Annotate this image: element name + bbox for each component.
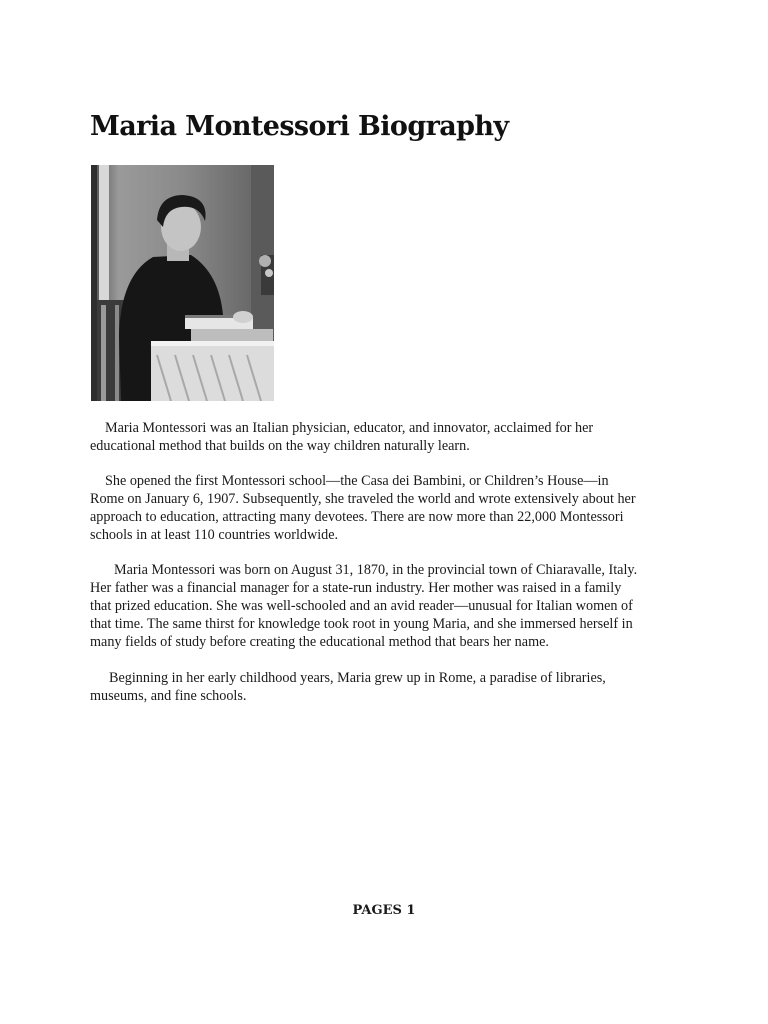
paragraph-line: She opened the first Montessori school—the Casa dei Bambini, or Children’s House—in [105,473,609,489]
paragraph-line: approach to education, attracting many devotees. There are now more than 22,000 Montessori [90,509,624,525]
paragraph-1 [90,419,680,455]
paragraph-4 [90,669,680,705]
paragraph-line: Maria Montessori was born on August 31, 1870, in the provincial town of Chiaravalle, Italy. [114,562,638,578]
paragraph-line: Rome on January 6, 1907. Subsequently, she traveled the world and wrote extensively about her [90,491,636,507]
paragraph-line: educational method that builds on the way children naturally learn. [90,438,470,454]
paragraph-line: Her father was a financial manager for a state-run industry. Her mother was raised in a family [90,580,622,596]
portrait-photo [91,165,274,401]
paragraph-line: schools in at least 110 countries worldwide. [90,527,339,543]
paragraph-line: museums, and fine schools. [90,688,247,704]
page-number: PAGES 1 [352,903,416,918]
paragraph-line: Beginning in her early childhood years, Maria grew up in Rome, a paradise of libraries, [109,670,606,686]
page-title: Maria Montessori Biography [90,111,509,142]
paragraph-2 [90,472,680,544]
paragraph-line: Maria Montessori was an Italian physician, educator, and innovator, acclaimed for her [105,420,594,436]
paragraph-line: many fields of study before creating the educational method that bears her name. [90,634,549,650]
paragraph-3 [90,561,680,651]
paragraph-line: that prized education. She was well-schooled and an avid reader—unusual for Italian women of [90,598,633,614]
paragraph-line: that time. The same thirst for knowledge took root in young Maria, and she immersed herself in [90,616,633,632]
